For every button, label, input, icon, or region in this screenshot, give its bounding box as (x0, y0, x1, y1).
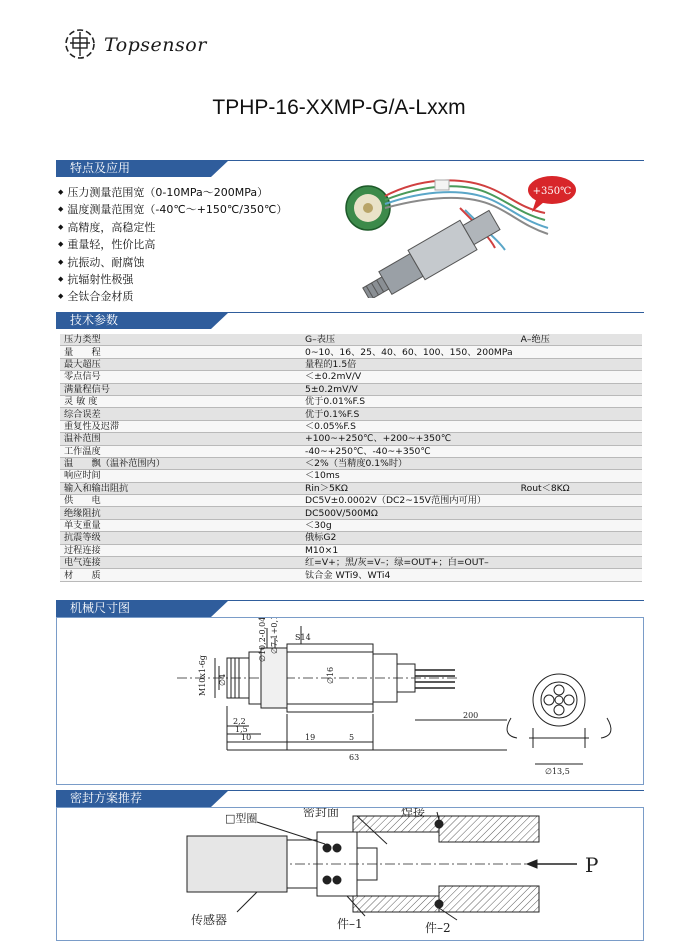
spec-value: DC5V±0.0002V（DC2~15V范围内可用） (301, 495, 517, 507)
spec-row (60, 371, 642, 383)
spec-label: 最大超压 (60, 358, 301, 370)
feature-item: ◆ 温度测量范围宽（-40℃～+150℃/350℃） (58, 201, 287, 218)
spec-row (60, 557, 642, 569)
spec-label: 材 质 (60, 569, 301, 581)
dim-d16: ∅16 (326, 666, 335, 684)
spec-value-alt: Rout＜8KΩ (517, 482, 642, 494)
spec-value: 优于0.1%F.S (301, 408, 517, 420)
dim-d7: ∅7,1+0,1 (270, 618, 279, 654)
spec-row (60, 495, 642, 507)
spec-value-alt (517, 507, 642, 519)
spec-label: 压力类型 (60, 334, 301, 346)
spec-value: ＜±0.2mV/V (301, 371, 517, 383)
spec-value-alt (517, 532, 642, 544)
spec-value: 0~10、16、25、40、60、100、150、200MPa (301, 346, 517, 358)
spec-row (60, 433, 642, 445)
spec-value-alt (517, 470, 642, 482)
spec-value: 红=V+；黑/灰=V–；绿=OUT+；白=OUT– (301, 557, 517, 569)
spec-row (60, 445, 642, 457)
spec-value: Rin＞5KΩ (301, 482, 517, 494)
logo-mark-icon (60, 24, 102, 64)
spec-row (60, 358, 642, 370)
dim-2-2: 2,2 (233, 717, 246, 726)
brand-logo (60, 24, 220, 68)
label-oring: □型圈 (225, 812, 258, 825)
spec-label: 重复性及迟滞 (60, 420, 301, 432)
label-seal-face: 密封面 (303, 808, 340, 819)
label-part-2: 件–2 (425, 921, 451, 935)
spec-value-alt (517, 383, 642, 395)
label-sensor: 传感器 (191, 913, 228, 927)
mechanical-drawing-frame (56, 617, 644, 785)
spec-label: 输入和输出阻抗 (60, 482, 301, 494)
dim-s14: S14 (295, 633, 311, 642)
temperature-badge: +350℃ (532, 186, 572, 197)
spec-label: 过程连接 (60, 544, 301, 556)
spec-label: 温补范围 (60, 433, 301, 445)
spec-row (60, 395, 642, 407)
spec-label: 满量程信号 (60, 383, 301, 395)
spec-label: 响应时间 (60, 470, 301, 482)
spec-label: 综合误差 (60, 408, 301, 420)
spec-row (60, 507, 642, 519)
feature-item: ◆ 压力测量范围宽（0-10MPa～200MPa） (58, 184, 287, 201)
spec-value: 量程的1.5倍 (301, 358, 517, 370)
spec-value: DC500V/500MΩ (301, 507, 517, 519)
spec-value-alt (517, 433, 642, 445)
feature-item: ◆ 重量轻，性价比高 (58, 236, 287, 253)
spec-value-alt (517, 358, 642, 370)
spec-value: 钛合金 WTi9、WTi4 (301, 569, 517, 581)
spec-row (60, 470, 642, 482)
spec-value: ＜0.05%F.S (301, 420, 517, 432)
spec-value: +100~+250℃、+200~+350℃ (301, 433, 517, 445)
spec-label: 抗震等级 (60, 532, 301, 544)
spec-value: 优于0.01%F.S (301, 395, 517, 407)
spec-label: 单支重量 (60, 519, 301, 531)
dim-5: 5 (349, 733, 355, 742)
spec-label: 量 程 (60, 346, 301, 358)
spec-value-alt (517, 408, 642, 420)
feature-item: ◆ 全钛合金材质 (58, 288, 287, 305)
brand-name: Topsensor (104, 34, 207, 56)
spec-row (60, 334, 642, 346)
spec-value-alt (517, 346, 642, 358)
mechanical-drawing (57, 618, 643, 784)
dim-200: 200 (463, 711, 479, 720)
sealing-drawing-frame (56, 807, 644, 941)
spec-row (60, 383, 642, 395)
spec-value: ＜30g (301, 519, 517, 531)
label-weld: 焊接 (401, 808, 426, 819)
spec-table (60, 334, 642, 582)
spec-row (60, 408, 642, 420)
sealing-drawing (57, 808, 643, 940)
spec-value-alt (517, 420, 642, 432)
spec-label: 零点信号 (60, 371, 301, 383)
spec-row (60, 346, 642, 358)
dim-63: 63 (349, 753, 360, 762)
spec-row (60, 457, 642, 469)
spec-row (60, 569, 642, 581)
spec-row (60, 532, 642, 544)
spec-row (60, 420, 642, 432)
spec-label: 绝缘阻抗 (60, 507, 301, 519)
feature-item: ◆ 抗振动、耐腐蚀 (58, 254, 287, 271)
spec-value-alt (517, 569, 642, 581)
dim-19: 19 (305, 733, 316, 742)
section-header-specs: 技术参数 (56, 312, 644, 329)
product-image (340, 168, 580, 298)
section-header-sealing: 密封方案推荐 (56, 790, 644, 807)
spec-label: 供 电 (60, 495, 301, 507)
spec-value: M10×1 (301, 544, 517, 556)
spec-label: 电气连接 (60, 557, 301, 569)
spec-value: -40~+250℃、-40~+350℃ (301, 445, 517, 457)
spec-row (60, 519, 642, 531)
spec-row (60, 482, 642, 494)
dim-d13-5: ∅13,5 (545, 767, 570, 776)
spec-value-alt (517, 495, 642, 507)
spec-value-alt (517, 457, 642, 469)
dim-10: 10 (241, 733, 252, 742)
spec-value-alt (517, 395, 642, 407)
dim-d10: ∅10,2-0,043 (258, 618, 267, 662)
feature-list (58, 184, 287, 306)
label-part-1: 件–1 (337, 917, 363, 931)
spec-value: 俄标G2 (301, 532, 517, 544)
spec-value: ＜10ms (301, 470, 517, 482)
dim-d4: ∅4 (218, 673, 227, 686)
dim-thread: M10x1-6g (198, 655, 207, 696)
label-pressure: P (585, 853, 599, 877)
spec-value-alt (517, 519, 642, 531)
feature-item: ◆ 高精度，高稳定性 (58, 219, 287, 236)
dim-1-5: 1,5 (235, 725, 248, 734)
spec-value-alt (517, 557, 642, 569)
spec-value: G–表压 (301, 334, 517, 346)
spec-row (60, 544, 642, 556)
feature-item: ◆ 抗辐射性极强 (58, 271, 287, 288)
spec-value-alt (517, 544, 642, 556)
spec-label: 工作温度 (60, 445, 301, 457)
spec-value: ＜2%（当精度0.1%时） (301, 457, 517, 469)
spec-value-alt (517, 371, 642, 383)
section-header-features: 特点及应用 (56, 160, 644, 177)
spec-label: 温 飘（温补范围内） (60, 457, 301, 469)
page-title: TPHP-16-XXMP-G/A-Lxxm (212, 96, 466, 119)
spec-value-alt: A–绝压 (517, 334, 642, 346)
spec-value-alt (517, 445, 642, 457)
section-header-mechanical: 机械尺寸图 (56, 600, 644, 617)
spec-value: 5±0.2mV/V (301, 383, 517, 395)
spec-label: 灵 敏 度 (60, 395, 301, 407)
